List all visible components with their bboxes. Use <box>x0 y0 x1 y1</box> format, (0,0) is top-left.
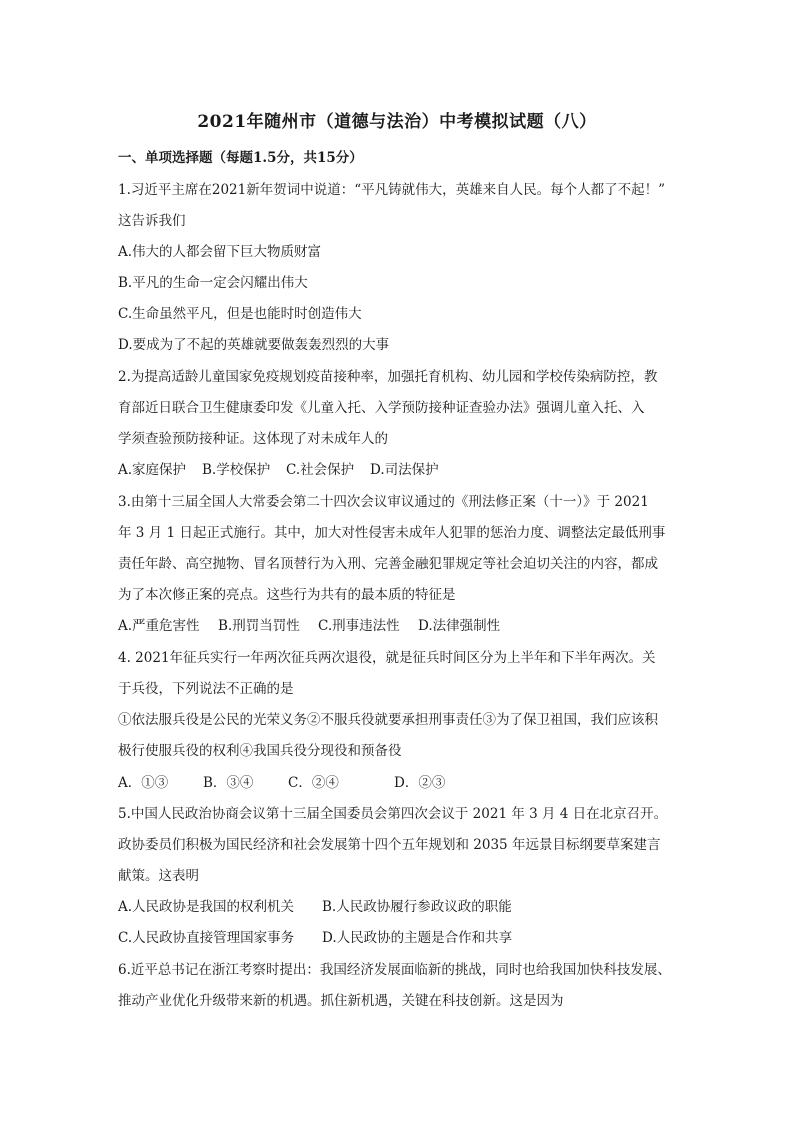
question-2-options <box>118 458 439 478</box>
question-4-statement-line-2: 极行使服兵役的权利④我国兵役分现役和预备役 <box>118 743 402 759</box>
question-4-option-d: D．②③ <box>394 775 446 791</box>
question-2-option-d: D.司法保护 <box>370 462 439 478</box>
question-3-stem-line-3: 责任年龄、高空抛物、冒名顶替行为入刑、完善金融犯罪规定等社会迫切关注的内容，都成 <box>118 556 658 572</box>
question-4-stem-line-1: 4. 2021年征兵实行一年两次征兵两次退役，就是征兵时间区分为上半年和下半年两次。关 <box>118 650 656 666</box>
question-3-option-c: C.刑事违法性 <box>318 618 400 634</box>
question-2-option-a: A.家庭保护 <box>118 462 187 478</box>
question-5-stem-line-3: 献策。这表明 <box>118 868 199 884</box>
question-1-option-c: C.生命虽然平凡，但是也能时时创造伟大 <box>118 306 362 322</box>
question-2-stem-line-3: 学须查验预防接种证。这体现了对未成年人的 <box>118 431 388 447</box>
question-5-stem-line-2: 政协委员们积极为国民经济和社会发展第十四个五年规划和 2035 年远景目标纲要草案建言 <box>118 837 661 853</box>
question-1-option-a: A.伟大的人都会留下巨大物质财富 <box>118 244 322 260</box>
question-5-stem-line-1: 5.中国人民政治协商会议第十三届全国委员会第四次会议于 2021 年 3 月 4 日在北京召开。 <box>118 806 668 822</box>
question-5-option-d: D.人民政协的主题是合作和共享 <box>322 930 513 946</box>
question-4-option-a: A．①③ <box>118 775 169 791</box>
question-1-stem-line-1: 1.习近平主席在2021新年贺词中说道：“平凡铸就伟大，英雄来自人民。每个人都了不起！” <box>118 182 666 198</box>
question-2-option-c: C.社会保护 <box>286 462 355 478</box>
question-1-option-b: B.平凡的生命一定会闪耀出伟大 <box>118 275 308 291</box>
question-4-options <box>118 771 445 791</box>
question-2-stem-line-2: 育部近日联合卫生健康委印发《儿童入托、入学预防接种证查验办法》强调儿童入托、入 <box>118 400 645 416</box>
section-heading: 一、单项选择题（每题1.5分，共15分） <box>118 150 363 166</box>
question-4-statement-line-1: ①依法服兵役是公民的光荣义务②不服兵役就要承担刑事责任③为了保卫祖国，我们应该积 <box>118 712 658 728</box>
question-4-stem-line-2: 于兵役，下列说法不正确的是 <box>118 681 294 697</box>
question-3-stem-line-4: 为了本次修正案的亮点。这些行为共有的最本质的特征是 <box>118 587 456 603</box>
question-3-option-b: B.刑罚当罚性 <box>218 618 300 634</box>
question-5-option-b: B.人民政协履行参政议政的职能 <box>322 899 512 915</box>
question-3-stem-line-2: 年 3 月 1 日起正式施行。其中，加大对性侵害未成年人犯罪的惩治力度、调整法定最低刑事 <box>118 525 666 541</box>
question-3-option-a: A.严重危害性 <box>118 618 200 634</box>
question-1-stem-line-2: 这告诉我们 <box>118 213 186 229</box>
question-5-options-row-1 <box>118 895 512 915</box>
question-1-option-d: D.要成为了不起的英雄就要做轰轰烈烈的大事 <box>118 337 390 353</box>
question-3-option-d: D.法律强制性 <box>418 618 501 634</box>
question-3-options <box>118 614 500 634</box>
question-2-option-b: B.学校保护 <box>202 462 271 478</box>
question-3-stem-line-1: 3.由第十三届全国人大常委会第二十四次会议审议通过的《刑法修正案（十一）》于 2021 <box>118 494 649 510</box>
exam-title: 2021年随州市（道德与法治）中考模拟试题（八） <box>197 112 597 132</box>
question-4-option-b: B．③④ <box>203 775 254 791</box>
question-6-stem-line-1: 6.近平总书记在浙江考察时提出：我国经济发展面临新的挑战，同时也给我国加快科技发展、 <box>118 962 671 978</box>
question-2-stem-line-1: 2.为提高适龄儿童国家免疫规划疫苗接种率，加强托育机构、幼儿园和学校传染病防控，教 <box>118 369 658 385</box>
question-6-stem-line-2: 推动产业优化升级带来新的机遇。抓住新机遇，关键在科技创新。这是因为 <box>118 993 564 1009</box>
question-5-options-row-2 <box>118 926 512 946</box>
question-5-option-a: A.人民政协是我国的权利机关 <box>118 899 295 915</box>
question-4-option-c: C．②④ <box>288 775 339 791</box>
question-5-option-c: C.人民政协直接管理国家事务 <box>118 930 295 946</box>
